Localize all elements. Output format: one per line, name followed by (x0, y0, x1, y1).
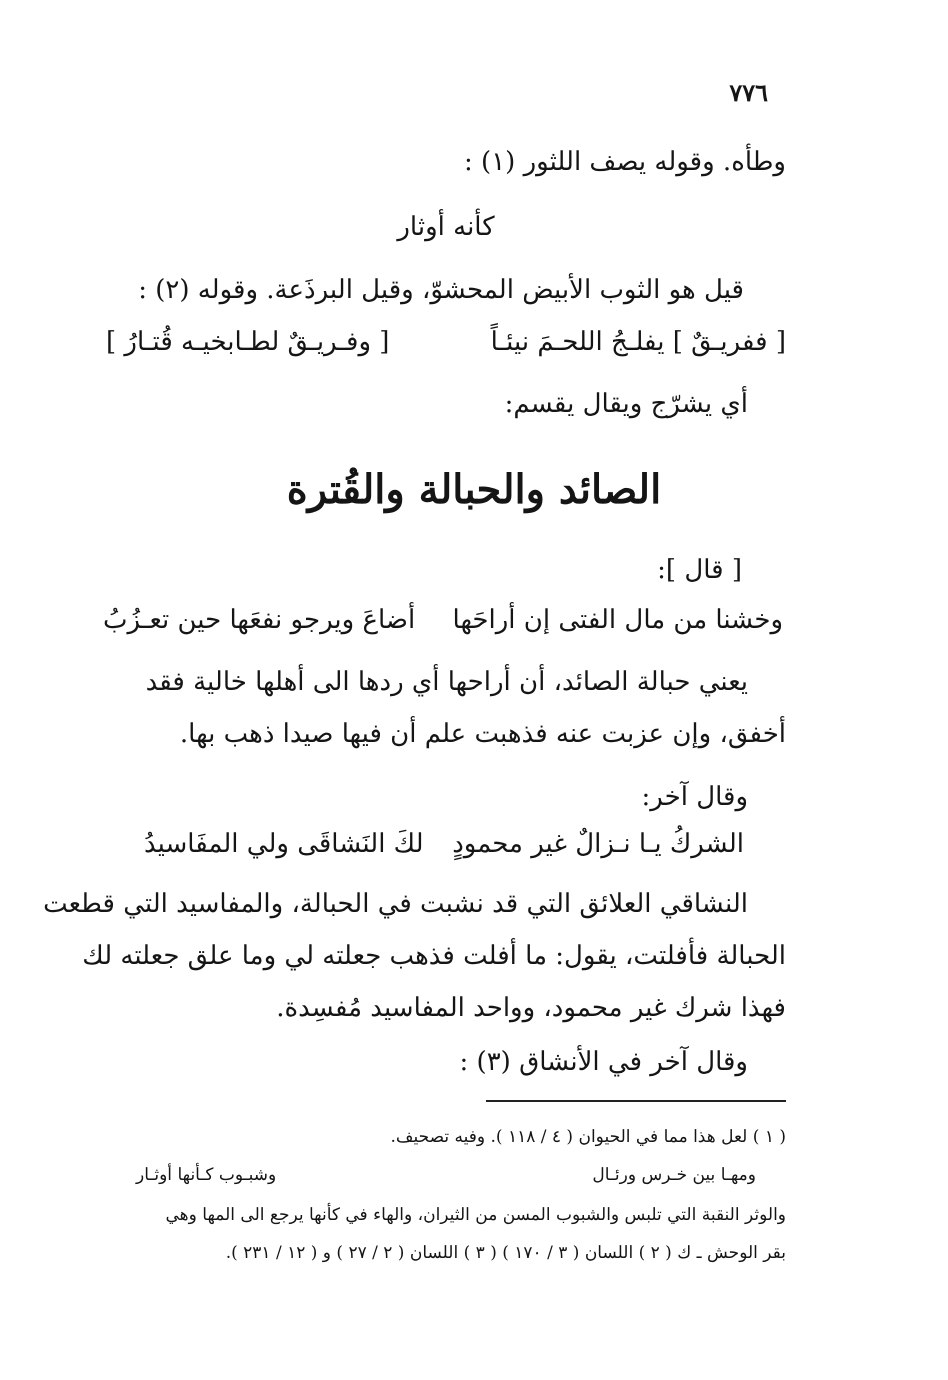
text-line-9: النشاقي العلائق التي قد نشبت في الحبالة، والمفاسيد التي قطعت (43, 889, 748, 919)
footnote-verse-second-hemistich: وشبـوب كـأنها أوثـار (136, 1165, 277, 1185)
verse-1-first-hemistich: [ ففريـقٌ ] يفلـجُ اللحـمَ نيئـاً (490, 327, 786, 357)
verse-3-first-hemistich: الشركُ يـا نـزالٌ غير محمودٍ (452, 829, 744, 859)
verse-3-second-hemistich: لكَ النَشاقَى ولي المفَاسيدُ (144, 829, 424, 859)
footnote-line-3: والوثر النقبة التي تلبس والشبوب المسن من الثيران، والهاء في كأنها يرجع الى المها وهي (165, 1205, 786, 1225)
text-line-6: يعني حبالة الصائد، أن أراحها أي ردها الى أهلها خالية فقد (145, 667, 748, 697)
section-heading: الصائد والحبالة والقُترة (286, 466, 662, 513)
verse-2-first-hemistich: وخشنا من مال الفتى إن أراحَها (452, 605, 783, 635)
verse-1-second-hemistich: [ وفـريـقٌ لطـابخيـه قُتـارُ ] (106, 327, 390, 357)
footnote-1: ( ١ ) لعل هذا مما في الحيوان ( ٤ / ١١٨ ). وفيه تصحيف. (390, 1127, 786, 1147)
verse-1 (106, 320, 786, 364)
footnote-line-4: بقر الوحش ـ ك ( ٢ ) اللسان ( ٣ / ١٧٠ ) ( ٣ ) اللسان ( ٢ / ٢٧ ) و ( ١٢ / ٢٣١ ). (225, 1243, 786, 1263)
footnote-separator (486, 1100, 786, 1102)
footnote-verse-first-hemistich: ومهـا بين خـرس ورئـال (592, 1165, 756, 1185)
text-line-11: فهذا شرك غير محمود، وواحد المفاسيد مُفسِدة. (276, 993, 786, 1023)
text-line-7: أخفق، وإن عزبت عنه فذهبت علم أن فيها صيدا ذهب بها. (179, 719, 786, 749)
text-line-3: قيل هو الثوب الأبيض المحشوّ، وقيل البرذَعة. وقوله (٢) : (138, 275, 744, 305)
verse-3 (144, 822, 744, 866)
footnote-verse (136, 1160, 756, 1190)
verse-2 (103, 598, 783, 642)
text-line-10: الحبالة فأفلتت، يقول: ما أفلت فذهب جعلته لي وما علق جعلته لك (82, 941, 786, 971)
text-line-8: وقال آخر: (641, 782, 748, 812)
text-line-4: أي يشرّج ويقال يقسم: (504, 389, 748, 419)
text-line-1: وطأه. وقوله يصف اللثور (١) : (464, 147, 786, 177)
text-line-12: وقال آخر في الأنشاق (٣) : (459, 1047, 748, 1077)
verse-fragment: كأنه أوثار (397, 212, 495, 242)
verse-2-second-hemistich: أضاعَ ويرجو نفعَها حين تعـزُبُ (103, 605, 416, 635)
page-number: ٧٧٦ (729, 78, 768, 107)
text-line-5: [ قال ]: (657, 555, 742, 585)
